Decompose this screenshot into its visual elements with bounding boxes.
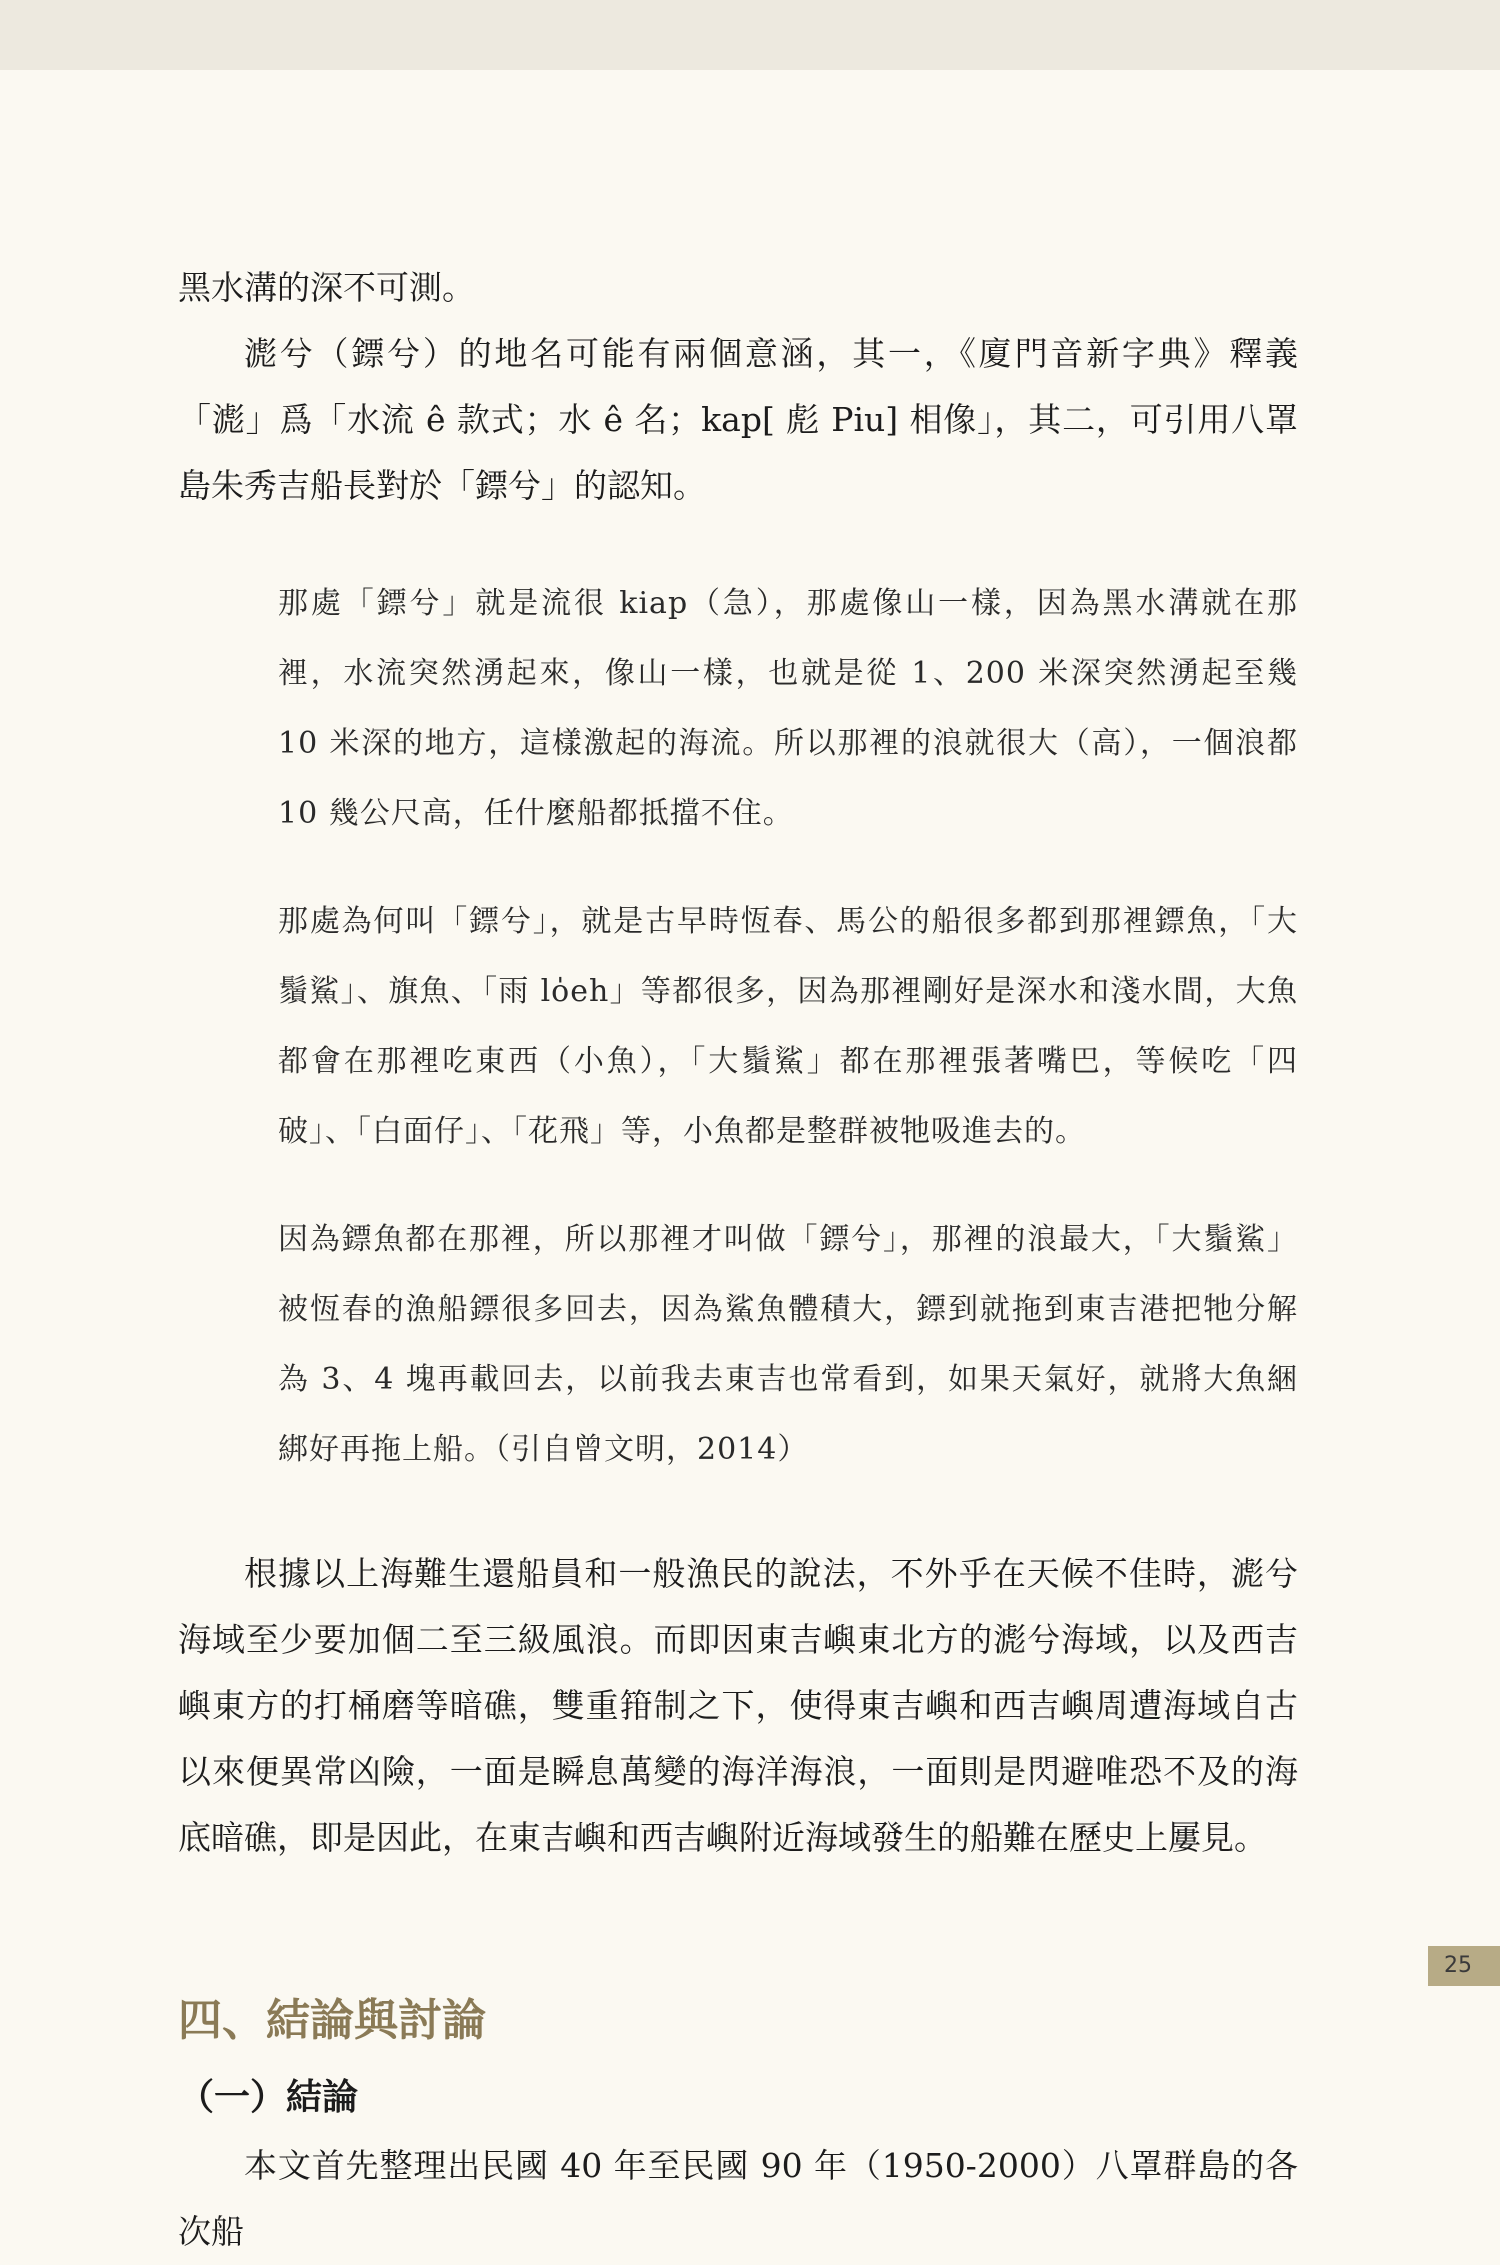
quote-paragraph: 那處為何叫「鏢兮」，就是古早時恆春、馬公的船很多都到那裡鏢魚，「大鬚鯊」、旗魚、「雨 lo̍eh」等都很多，因為那裡剛好是深水和淺水間，大魚都會在那裡吃東西（小魚），「大鬚鯊」都在那裡張著嘴巴，等候吃「四破」、「白面仔」、「花飛」等，小魚都是整群被牠吸進去的。	[278, 904, 1298, 1149]
page-content	[178, 255, 1298, 2265]
page-number: 25	[1428, 1946, 1500, 1986]
interview-quotes	[278, 569, 1298, 1485]
paragraph-continuation: 黑水溝的深不可測。	[178, 268, 475, 307]
paragraph-conclusion: 本文首先整理出民國 40 年至民國 90 年（1950-2000）八罩群島的各次船	[178, 2146, 1298, 2251]
quote-paragraph: 因為鏢魚都在那裡，所以那裡才叫做「鏢兮」，那裡的浪最大，「大鬚鯊」被恆春的漁船鏢很多回去，因為鯊魚體積大，鏢到就拖到東吉港把牠分解為 3、4 塊再載回去，以前我去東吉也常看到，如果天氣好，就將大魚綑綁好再拖上船。（引自曾文明，2014）	[278, 1222, 1298, 1467]
top-margin-band	[0, 0, 1500, 70]
quote-paragraph: 那處「鏢兮」就是流很 kiap（急），那處像山一樣，因為黑水溝就在那裡，水流突然湧起來，像山一樣，也就是從 1、200 米深突然湧起至幾 10 米深的地方，這樣激起的海流。所以那裡的浪就很大（高），一個浪都 10 幾公尺高，任什麼船都抵擋不住。	[278, 586, 1298, 831]
paragraph-place-name: 滮兮（鏢兮）的地名可能有兩個意涵，其一，《廈門音新字典》釋義「滮」爲「水流 ê 款式；水 ê 名；kap[ 彪 Piu] 相像」，其二，可引用八罩島朱秀吉船長對於「鏢兮」的認知。	[178, 334, 1298, 505]
paragraph-summary: 根據以上海難生還船員和一般漁民的說法，不外乎在天候不佳時，滮兮海域至少要加個二至三級風浪。而即因東吉嶼東北方的滮兮海域，以及西吉嶼東方的打桶磨等暗礁，雙重箝制之下，使得東吉嶼和西吉嶼周遭海域自古以來便異常凶險，一面是瞬息萬變的海洋海浪，一面則是閃避唯恐不及的海底暗礁，即是因此，在東吉嶼和西吉嶼附近海域發生的船難在歷史上屢見。	[178, 1554, 1298, 1857]
section-heading: 四、結論與討論	[178, 1995, 486, 2046]
subsection-heading: （一）結論	[178, 2077, 359, 2118]
